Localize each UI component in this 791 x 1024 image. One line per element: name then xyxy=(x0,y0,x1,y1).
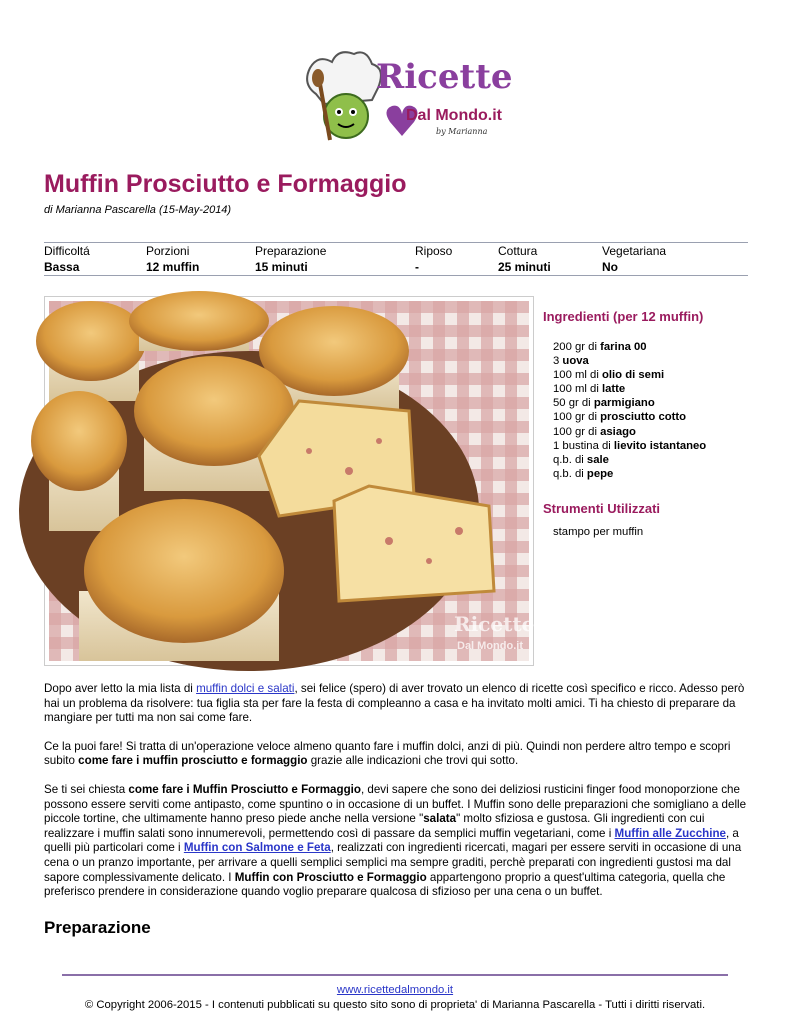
ingredient-item: 100 gr di prosciutto cotto xyxy=(553,411,687,424)
meta-headers-row xyxy=(44,243,748,259)
site-logo[interactable] xyxy=(296,44,513,152)
preparazione-heading: Preparazione xyxy=(44,918,151,937)
meta-value-riposo: - xyxy=(415,260,419,274)
ingredient-item: 50 gr di parmigiano xyxy=(553,397,655,410)
meta-header-riposo: Riposo xyxy=(415,244,453,258)
ingredient-item: 3 uova xyxy=(553,355,589,368)
ingredient-item: 200 gr di farina 00 xyxy=(553,341,647,353)
recipe-title: Muffin Prosciutto e Formaggio xyxy=(44,170,407,198)
recipe-sidebar xyxy=(543,309,763,538)
tools-item: stampo per muffin xyxy=(553,525,644,538)
meta-value-vegetariana: No xyxy=(602,260,618,274)
logo-text-ricette: Ricette xyxy=(376,57,513,97)
meta-header-porzioni: Porzioni xyxy=(146,244,190,258)
photo-watermark-dalmondo: Dal Mondo.it xyxy=(457,640,523,652)
link-muffin-dolci-salati[interactable]: muffin dolci e salati xyxy=(196,682,295,695)
meta-header-difficolta: Difficoltá xyxy=(44,244,90,258)
meta-header-preparazione: Preparazione xyxy=(255,244,327,258)
footer-site-link[interactable]: www.ricettedalmondo.it xyxy=(336,984,454,996)
ingredient-item: 100 ml di latte xyxy=(553,383,626,396)
recipe-meta-table xyxy=(44,242,748,276)
intro-paragraph-3: Se ti sei chiesta come fare i Muffin Prosciutto e Formaggio, devi sapere che sono dei deliziosi rusticini finger food monoporzione che possono essere serviti come antipasto, come spuntino o in occasione di un buffet. I Muffin sono delle preparazioni che somigliano a delle piccole tortine, che ultimamente hanno preso piede anche nella versione "salata" molto sfiziosa e gustosa. Gli ingredienti con cui realizzare i muffin salati sono innumerevoli, permettendo così di passare da semplici muffin vegetariani, come i Muffin alle Zucchine, a quelli più particolari come i Muffin con Salmone e Feta, realizzati con ingredienti ricercati, magari per essere serviti in occasione di una cena o un pranzo importante, per arrivare a quelli semplici semplici ma sempre graditi, perchè preparati con ingredienti gustosi ma dal sapore complessivamente delicato. I Muffin con Prosciutto e Formaggio appartengono proprio a quest'ultima categoria, quella che preferisco prendere in considerazione quando voglio preparare qualcosa di sfizioso per una cena o un buffet. xyxy=(44,782,747,899)
footer-copyright: © Copyright 2006-2015 - I contenuti pubblicati su questo sito sono di proprieta' di Marianna Pascarella - Tutti i diritti riservati. xyxy=(84,999,706,1011)
meta-value-difficolta: Bassa xyxy=(44,260,80,274)
recipe-intro xyxy=(44,682,749,914)
ingredient-item: 1 bustina di lievito istantaneo xyxy=(553,439,707,452)
ingredient-item: 100 ml di olio di semi xyxy=(553,369,665,382)
page-footer xyxy=(62,974,728,1013)
meta-header-vegetariana: Vegetariana xyxy=(602,244,667,258)
tools-heading: Strumenti Utilizzati xyxy=(543,500,661,516)
meta-value-porzioni: 12 muffin xyxy=(146,260,200,274)
logo-text-by: by Marianna xyxy=(436,127,488,136)
ingredients-list xyxy=(553,340,763,481)
meta-value-preparazione: 15 minuti xyxy=(255,260,308,274)
link-muffin-zucchine[interactable]: Muffin alle Zucchine xyxy=(614,826,726,840)
meta-header-cottura: Cottura xyxy=(498,244,538,258)
ingredients-heading: Ingredienti (per 12 muffin) xyxy=(543,309,704,324)
meta-values-row xyxy=(44,259,748,275)
ingredient-item: q.b. di sale xyxy=(553,453,609,466)
intro-paragraph-1: Dopo aver letto la mia lista di muffin dolci e salati, sei felice (spero) di aver trovato un elenco di ricette così specifico e ricco. Adesso però hai un problema da risolvere: tua figlia sta per fare la festa di compleanno a casa e ha invitato molti amici. Ti ha chiesto di preparare da mangiare per tutti ma non sai come fare. xyxy=(44,682,745,725)
intro-paragraph-2: Ce la puoi fare! Si tratta di un'operazione veloce almeno quanto fare i muffin dolci, anzi di più. Quindi non perdere altro tempo e scopri subito come fare i muffin prosciutto e formaggio grazie alle indicazioni che trovi qui sotto. xyxy=(44,739,731,768)
recipe-photo xyxy=(44,296,534,666)
logo-text-dalmondo: Dal Mondo.it xyxy=(406,107,502,124)
recipe-byline: di Marianna Pascarella (15-May-2014) xyxy=(44,204,232,216)
photo-watermark-ricette: Ricette xyxy=(454,612,535,636)
ingredient-item: 100 gr di asiago xyxy=(553,425,636,438)
meta-value-cottura: 25 minuti xyxy=(498,260,551,274)
ingredient-item: q.b. di pepe xyxy=(553,467,614,480)
link-muffin-salmone-feta[interactable]: Muffin con Salmone e Feta xyxy=(183,841,331,855)
